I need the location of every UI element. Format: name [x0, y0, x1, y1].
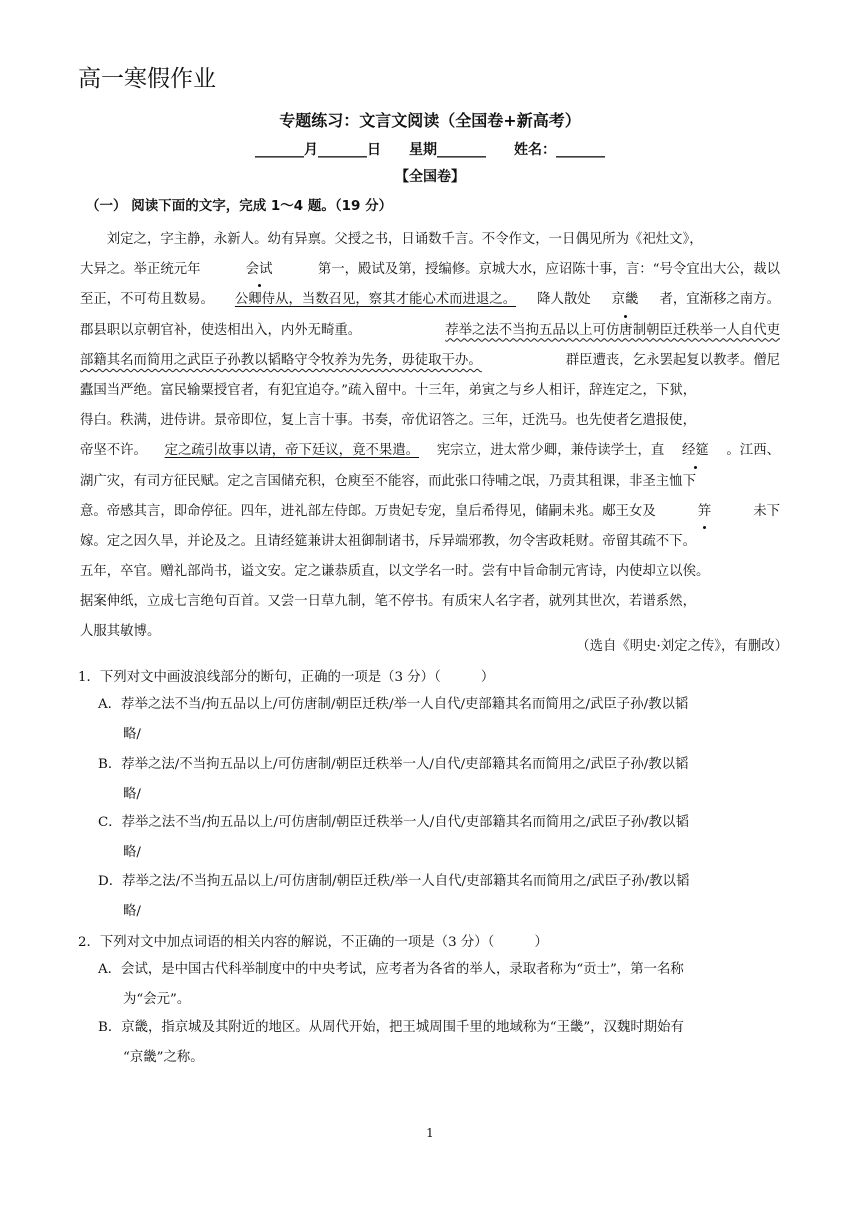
- question-1-stem: 1．下列对文中画波浪线部分的断句，正确的一项是（3 分）（ ）: [78, 670, 495, 685]
- student-info-line: _______月_______日 星期_______ 姓名：_______: [255, 142, 605, 158]
- question-2-stem: 2．下列对文中加点词语的相关内容的解说，不正确的一项是（3 分）（ ）: [78, 935, 548, 950]
- passage-line: 刘定之，字主静，永新人。幼有异禀。父授之书，日诵数千言。不令作文，一日偶见所为《祀灶文》，: [80, 232, 703, 247]
- question-1-option-b[interactable]: B．荐举之法/不当拘五品以上/可仿唐制/朝臣迁秩举一人/自代/吏部籍其名而简用之/武臣子孙/教以韬 略/: [98, 757, 689, 802]
- question-1-option-a[interactable]: A．荐举之法不当/拘五品以上/可仿唐制/朝臣迁秩/举一人自代/吏部籍其名而简用之/武臣子孙/教以韬 略/: [98, 697, 689, 742]
- dotted-term: 经筵: [682, 436, 709, 466]
- question-1-option-d[interactable]: D．荐举之法/不当拘五品以上/可仿唐制/朝臣迁秩/举一人自代/吏部籍其名而简用之/武臣子孙/教以韬 略/: [98, 874, 690, 919]
- passage-line: 嫁。定之因久旱，并论及之。且请经筵兼讲太祖御制诸书，斥异端邪教，勿令害政耗财。帝留其疏不下。: [80, 533, 696, 549]
- underlined-sentence: 定之疏引故事以请，帝下廷议，竟不果遣。: [164, 443, 420, 459]
- page-number: 1: [426, 1126, 434, 1140]
- passage-line: 据案伸纸，立成七言绝句百首。又尝一日草九制，笔不停书。有质宋人名字者，就列其世次，若谱系然，: [80, 594, 696, 610]
- wavy-underlined-text: 部籍其名而简用之武臣子孙教以韬略守令牧养为先务，毋徒取干办。: [80, 352, 482, 368]
- dotted-term: 笄: [698, 497, 711, 527]
- wavy-underlined-text: 荐举之法不当拘五品以上可仿唐制朝臣迁秩举一人自代吏: [445, 322, 780, 338]
- passage-line: 部籍其名而简用之武臣子孙教以韬略守令牧养为先务，毋徒取干办。 群臣遭丧，乞永罢起复以教孝。僧尼: [80, 346, 780, 376]
- passage-line: 帝坚不许。 定之疏引故事以请，帝下廷议，竟不果遣。 宪宗立，进太常少卿，兼侍读学士，直 经筵 。江西、: [80, 436, 780, 466]
- dotted-term: 会试: [246, 255, 273, 285]
- passage-line: 五年，卒官。赠礼部尚书，谥文安。定之谦恭质直，以文学名一时。尝有中旨命制元宵诗，内使却立以俟。: [80, 564, 710, 580]
- dotted-term: 京畿: [612, 285, 639, 315]
- passage-line: 湖广灾，有司方征民赋。定之言国储充积，仓庾至不能容，而此张口待哺之氓，乃责其租课，非圣主恤下: [80, 473, 696, 489]
- passage-line: 意。帝感其言，即命停征。四年，进礼部左侍郎。万贵妃专宠，皇后希得见，储嗣未兆。郕王女及 笄 未下: [80, 497, 780, 527]
- question-2-option-b[interactable]: B．京畿，指京城及其附近的地区。从周代开始，把王城周围千里的地域称为“王畿”，汉魏时期始有 “京畿”之称。: [98, 1020, 684, 1065]
- page-header: 高一寒假作业: [78, 66, 216, 92]
- passage-line: 蠹国当严绝。富民输粟授官者，有犯宜追夺。”疏入留中。十三年，弟寅之与乡人相讦，辞连定之，下狱，: [80, 382, 697, 398]
- page-title: 专题练习：文言文阅读（全国卷+新高考）: [279, 111, 581, 130]
- reading-instruction: （一） 阅读下面的文字，完成 1～4 题。（19 分）: [86, 198, 393, 214]
- section-label: 【全国卷】: [395, 169, 465, 185]
- passage-line: 郡县职以京朝官补，使迭相出入，内外无畸重。 荐举之法不当拘五品以上可仿唐制朝臣迁秩举一人自代吏: [80, 316, 780, 346]
- question-1-option-c[interactable]: C．荐举之法不当/拘五品以上/可仿唐制/朝臣迁秩举一人/自代/吏部籍其名而简用之/武臣子孙/教以韬 略/: [98, 815, 689, 860]
- passage-line: 得白。秩满，进侍讲。景帝即位，复上言十事。书奏，帝优诏答之。三年，迁洗马。也先使者乞遣报使，: [80, 413, 696, 429]
- passage-line: 人服其敏博。: [80, 624, 161, 640]
- question-2-option-a[interactable]: A．会试，是中国古代科举制度中的中央考试，应考者为各省的举人，录取者称为“贡士”，第一名称 为“会元”。: [98, 962, 684, 1007]
- passage-source: （选自《明史·刘定之传》，有删改）: [576, 639, 788, 654]
- classical-passage: [80, 225, 780, 648]
- passage-line: 至正，不可苟且数易。 公卿侍从，当数召见，察其才能心术而进退之。 降人散处 京畿 者，宜渐移之南方。: [80, 285, 780, 315]
- underlined-sentence: 公卿侍从，当数召见，察其才能心术而进退之。: [234, 292, 517, 308]
- passage-line: 大异之。举正统元年 会试 第一，殿试及第，授编修。京城大水，应诏陈十事，言：“号令宜出大公，裁以: [80, 255, 780, 285]
